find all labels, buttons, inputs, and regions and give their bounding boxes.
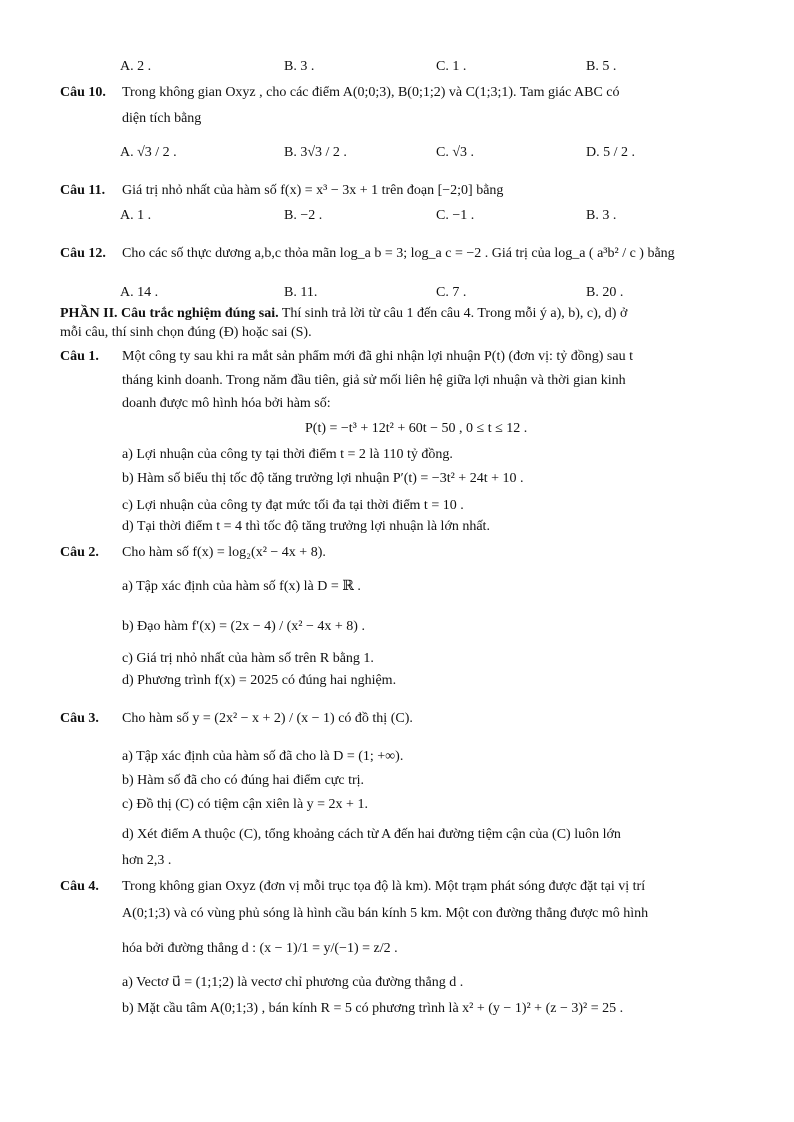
q9-option-c: C. 1 . xyxy=(436,59,467,74)
q10-option-b: B. 3√3 / 2 . xyxy=(284,145,347,160)
c4-statement-b: b) Mặt cầu tâm A(0;1;3) , bán kính R = 5 có phương trình là x² + (y − 1)² + (z − 3)² = 25 . xyxy=(122,1001,624,1016)
q11-text: Giá trị nhỏ nhất của hàm số f(x) = x³ − 3x + 1 trên đoạn [−2;0] bằng xyxy=(122,183,504,198)
c1-statement-c: c) Lợi nhuận của công ty đạt mức tối đa tại thời điểm t = 10 . xyxy=(122,498,464,513)
c2-statement-c: c) Giá trị nhỏ nhất của hàm số trên R bằng 1. xyxy=(122,651,374,666)
q10-text-line1: Trong không gian Oxyz , cho các điểm A(0;0;3), B(0;1;2) và C(1;3;1). Tam giác ABC có xyxy=(122,85,620,100)
c3-label: Câu 3. xyxy=(60,711,99,726)
c1-statement-b: b) Hàm số biểu thị tốc độ tăng trưởng lợi nhuận P′(t) = −3t² + 24t + 10 . xyxy=(122,471,524,486)
q10-option-d: D. 5 / 2 . xyxy=(586,145,635,160)
q12-label: Câu 12. xyxy=(60,246,106,261)
c3-text: Cho hàm số y = (2x² − x + 2) / (x − 1) có đồ thị (C). xyxy=(122,711,413,726)
c4-text-line2: A(0;1;3) và có vùng phủ sóng là hình cầu bán kính 5 km. Một con đường thẳng được mô hình xyxy=(122,906,649,921)
q12-option-d: B. 20 . xyxy=(586,285,624,300)
q9-option-d: B. 5 . xyxy=(586,59,617,74)
c1-formula: P(t) = −t³ + 12t² + 60t − 50 , 0 ≤ t ≤ 12 . xyxy=(305,421,528,436)
c1-statement-a: a) Lợi nhuận của công ty tại thời điểm t = 2 là 110 tỷ đồng. xyxy=(122,447,453,462)
c1-text-line2: tháng kinh doanh. Trong năm đầu tiên, giả sử mối liên hệ giữa lợi nhuận và thời gian kinh xyxy=(122,373,626,388)
q10-text-line2: diện tích bằng xyxy=(122,111,202,126)
c3-statement-c: c) Đồ thị (C) có tiệm cận xiên là y = 2x + 1. xyxy=(122,797,368,812)
q9-option-b: B. 3 . xyxy=(284,59,315,74)
c1-statement-d: d) Tại thời điểm t = 4 thì tốc độ tăng trưởng lợi nhuận là lớn nhất. xyxy=(122,519,490,534)
c1-text-line3: doanh được mô hình hóa bởi hàm số: xyxy=(122,396,331,411)
q10-label: Câu 10. xyxy=(60,85,106,100)
c3-statement-b: b) Hàm số đã cho có đúng hai điểm cực trị. xyxy=(122,773,365,788)
c2-statement-d: d) Phương trình f(x) = 2025 có đúng hai nghiệm. xyxy=(122,673,397,688)
part2-header-line2: mỗi câu, thí sinh chọn đúng (Đ) hoặc sai (S). xyxy=(60,325,312,340)
part2-description: Thí sinh trả lời từ câu 1 đến câu 4. Trong mỗi ý a), b), c), d) ở xyxy=(278,306,628,321)
q12-option-c: C. 7 . xyxy=(436,285,467,300)
q10-option-a: A. √3 / 2 . xyxy=(120,145,177,160)
c3-statement-d-line1: d) Xét điểm A thuộc (C), tổng khoảng cách từ A đến hai đường tiệm cận của (C) luôn lớn xyxy=(122,827,621,842)
q11-label: Câu 11. xyxy=(60,183,106,198)
q10-option-c: C. √3 . xyxy=(436,145,475,160)
c4-text-line1: Trong không gian Oxyz (đơn vị mỗi trục tọa độ là km). Một trạm phát sóng được đặt tại vị trí xyxy=(122,879,646,894)
c3-statement-d-line2: hơn 2,3 . xyxy=(122,853,172,868)
part2-header-line1 xyxy=(60,305,627,323)
q9-option-a: A. 2 . xyxy=(120,59,152,74)
c1-label: Câu 1. xyxy=(60,349,99,364)
q11-option-a: A. 1 . xyxy=(120,208,152,223)
c4-statement-a: a) Vectơ u⃗ = (1;1;2) là vectơ chỉ phương của đường thẳng d . xyxy=(122,975,464,990)
q11-option-c: C. −1 . xyxy=(436,208,475,223)
q12-text: Cho các số thực dương a,b,c thỏa mãn log_a b = 3; log_a c = −2 . Giá trị của log_a ( a³b² / c ) bằng xyxy=(122,246,675,261)
c2-statement-b: b) Đạo hàm f′(x) = (2x − 4) / (x² − 4x + 8) . xyxy=(122,619,365,634)
c4-label: Câu 4. xyxy=(60,879,99,894)
c3-statement-a: a) Tập xác định của hàm số đã cho là D = (1; +∞). xyxy=(122,749,404,764)
c1-text-line1: Một công ty sau khi ra mắt sản phẩm mới đã ghi nhận lợi nhuận P(t) (đơn vị: tỷ đồng) sau t xyxy=(122,349,633,364)
c4-text-line3: hóa bởi đường thẳng d : (x − 1)/1 = y/(−1) = z/2 . xyxy=(122,941,398,956)
q12-option-a: A. 14 . xyxy=(120,285,159,300)
q11-option-d: B. 3 . xyxy=(586,208,617,223)
c2-text: Cho hàm số f(x) = log₂(x² − 4x + 8). xyxy=(122,545,326,560)
c2-label: Câu 2. xyxy=(60,545,99,560)
c2-statement-a: a) Tập xác định của hàm số f(x) là D = ℝ . xyxy=(122,579,361,594)
part2-title: PHẦN II. Câu trắc nghiệm đúng sai. xyxy=(60,306,279,321)
q11-option-b: B. −2 . xyxy=(284,208,323,223)
q12-option-b: B. 11. xyxy=(284,285,318,300)
